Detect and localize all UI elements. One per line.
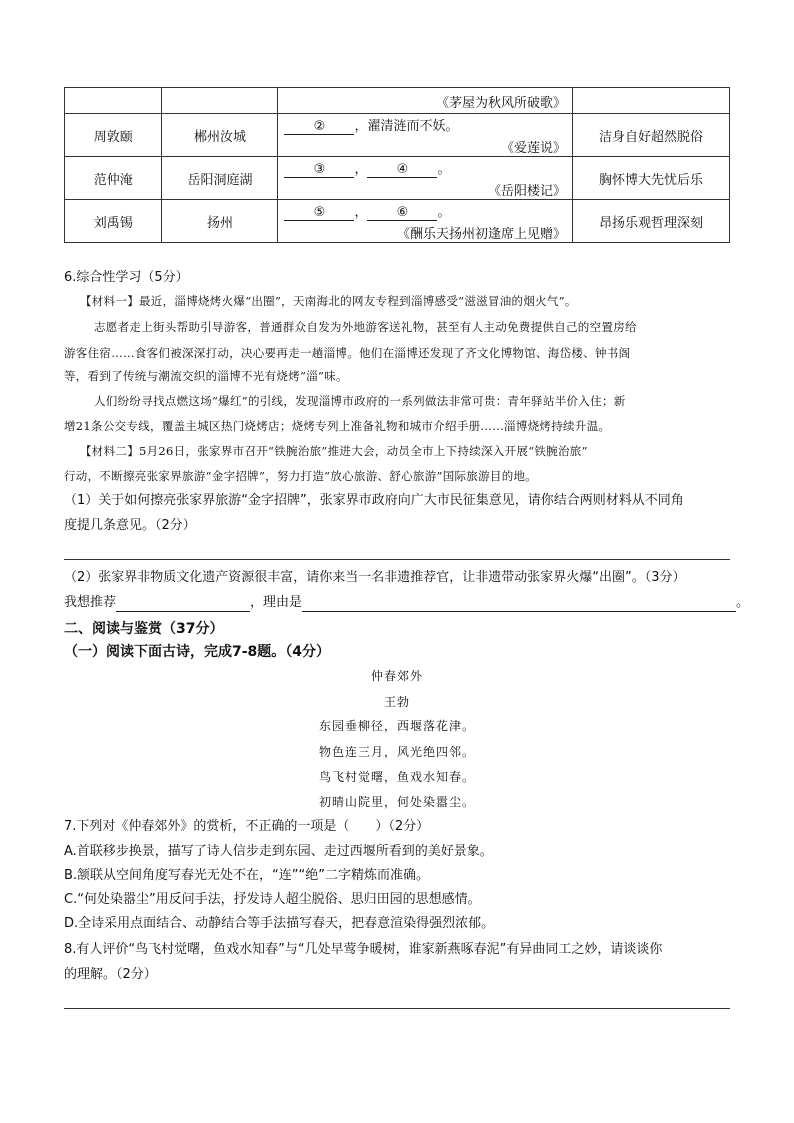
spirit: 洁身自好超然脱俗	[572, 114, 729, 157]
question-8-stem-cont: 的理解。（2分）	[64, 967, 157, 982]
sub-question-2: （2）张家界非物质文化遗产资源很丰富，请你来当一名非遗推荐官，让非遗带动张家界火爆“出圈”。（3分）	[64, 570, 686, 585]
question-6-title: 6.综合性学习（5分）	[64, 270, 189, 285]
question-8-stem: 8.有人评价“鸟飞村觉曙，鱼戏水知春”与“几处早莺争暖树，谁家新燕啄春泥”有异曲同工之妙，请谈谈你	[64, 942, 663, 957]
section-2-title: 二、阅读与鉴赏（37分）	[64, 621, 224, 637]
source-title: 《酬乐天扬州初逢席上见赠》	[396, 226, 566, 242]
spirit: 胸怀博大先忧后乐	[572, 157, 729, 200]
material-1-line: 志愿者走上街头帮助引导游客，普通群众自发为外地游客送礼物，甚至有人主动免费提供自己的空置房给	[94, 320, 637, 334]
option-c[interactable]: C.“何处染嚣尘”用反问手法，抒发诗人超尘脱俗、思归田园的思想感情。	[64, 892, 481, 907]
recommend-line: 我想推荐 ，理由是 。	[64, 595, 750, 610]
poem-line: 初晴山院里，何处染嚣尘。	[318, 795, 475, 809]
poem-title: 仲春郊外	[370, 669, 423, 683]
table-row	[65, 88, 730, 114]
source-title: 《茅屋为秋风所破歌》	[435, 96, 566, 111]
spirit: 昂扬乐观哲理深刻	[572, 200, 729, 243]
answer-line[interactable]	[64, 559, 730, 560]
material-1-line: 增21条公交专线，覆盖主城区热门烧烤店；烧烤专列上准备礼物和城市介绍手册……淄博烧烤持续升温。	[64, 419, 611, 433]
material-1-line: 人们纷纷寻找点燃这场“爆红”的引线，发现淄博市政府的一系列做法非常可贵：青年驿站半价入住；新	[94, 394, 626, 408]
poem-line: 物色连三月，风光绝四邻。	[318, 745, 475, 759]
answer-blank[interactable]: ⑤	[284, 206, 354, 221]
table-row: 刘禹锡 扬州 ⑤ ， ⑥ 。 《酬乐天扬州初逢席上见赠》 昂扬乐观哲理深刻	[65, 200, 730, 243]
place: 扬州	[162, 200, 278, 243]
question-7-stem: 7.下列对《仲春郊外》的赏析，不正确的一项是（ ）（2分）	[64, 819, 430, 834]
poem-line: 鸟飞村觉曙，鱼戏水知春。	[318, 770, 475, 784]
answer-blank[interactable]: ⑥	[367, 206, 437, 221]
source-title: 《岳阳楼记》	[487, 183, 566, 199]
poets-table	[64, 87, 730, 243]
table-row	[65, 114, 730, 157]
answer-line[interactable]	[64, 1008, 730, 1009]
material-1-line: 等，看到了传统与潮流交织的淄博不光有烧烤“淄”味。	[64, 369, 348, 383]
verse-text: ，濯清涟而不妖。	[354, 118, 459, 134]
answer-blank[interactable]: ②	[284, 120, 354, 135]
answer-blank[interactable]: ④	[367, 163, 437, 178]
place: 岳阳洞庭湖	[162, 157, 278, 200]
option-d[interactable]: D.全诗采用点面结合、动静结合等手法描写春天，把春意渲染得强烈浓郁。	[64, 916, 495, 931]
reason-blank[interactable]	[302, 596, 736, 612]
material-1-line: 游客住宿……食客们被深深打动，决心要再走一趟淄博。他们在淄博还发现了齐文化博物馆、海岱楼、钟书阁	[64, 346, 631, 360]
table-row: 范仲淹 岳阳洞庭湖 ③ ， ④ 。 《岳阳楼记》 胸怀博大先忧后乐	[65, 157, 730, 200]
section-2-sub-title: （一）阅读下面古诗，完成7-8题。（4分）	[64, 644, 331, 660]
poem-author: 王勃	[383, 695, 410, 709]
poem-line: 东园垂柳径，西堰落花津。	[318, 719, 475, 733]
material-1-line: 【材料一】最近，淄博烧烤火爆“出圈”，天南海北的网友专程到淄博感受“滋滋冒油的烟火气”。	[80, 294, 577, 308]
place: 郴州汝城	[162, 114, 278, 157]
poet-name: 周敦颐	[65, 114, 162, 157]
source-title: 《爱莲说》	[500, 140, 566, 156]
material-2-line: 【材料二】5月26日，张家界市召开“铁腕治旅”推进大会，动员全市上下持续深入开展“铁腕治旅”	[80, 444, 588, 458]
poet-name: 刘禹锡	[65, 200, 162, 243]
recommend-blank[interactable]	[116, 596, 250, 612]
option-a[interactable]: A.首联移步换景，描写了诗人信步走到东园、走过西堰所看到的美好景象。	[64, 844, 493, 859]
answer-blank[interactable]: ③	[284, 163, 354, 178]
poet-name: 范仲淹	[65, 157, 162, 200]
material-2-line: 行动，不断擦亮张家界旅游“金字招牌”，努力打造“放心旅游、舒心旅游”国际旅游目的地。	[64, 469, 538, 483]
option-b[interactable]: B.颔联从空间角度写春光无处不在，“连”“绝”二字精炼而准确。	[64, 868, 429, 883]
sub-question-1-cont: 度提几条意见。（2分）	[64, 518, 196, 533]
sub-question-1: （1）关于如何擦亮张家界旅游“金字招牌”，张家界市政府向广大市民征集意见，请你结合两则材料从不同角	[64, 493, 684, 508]
